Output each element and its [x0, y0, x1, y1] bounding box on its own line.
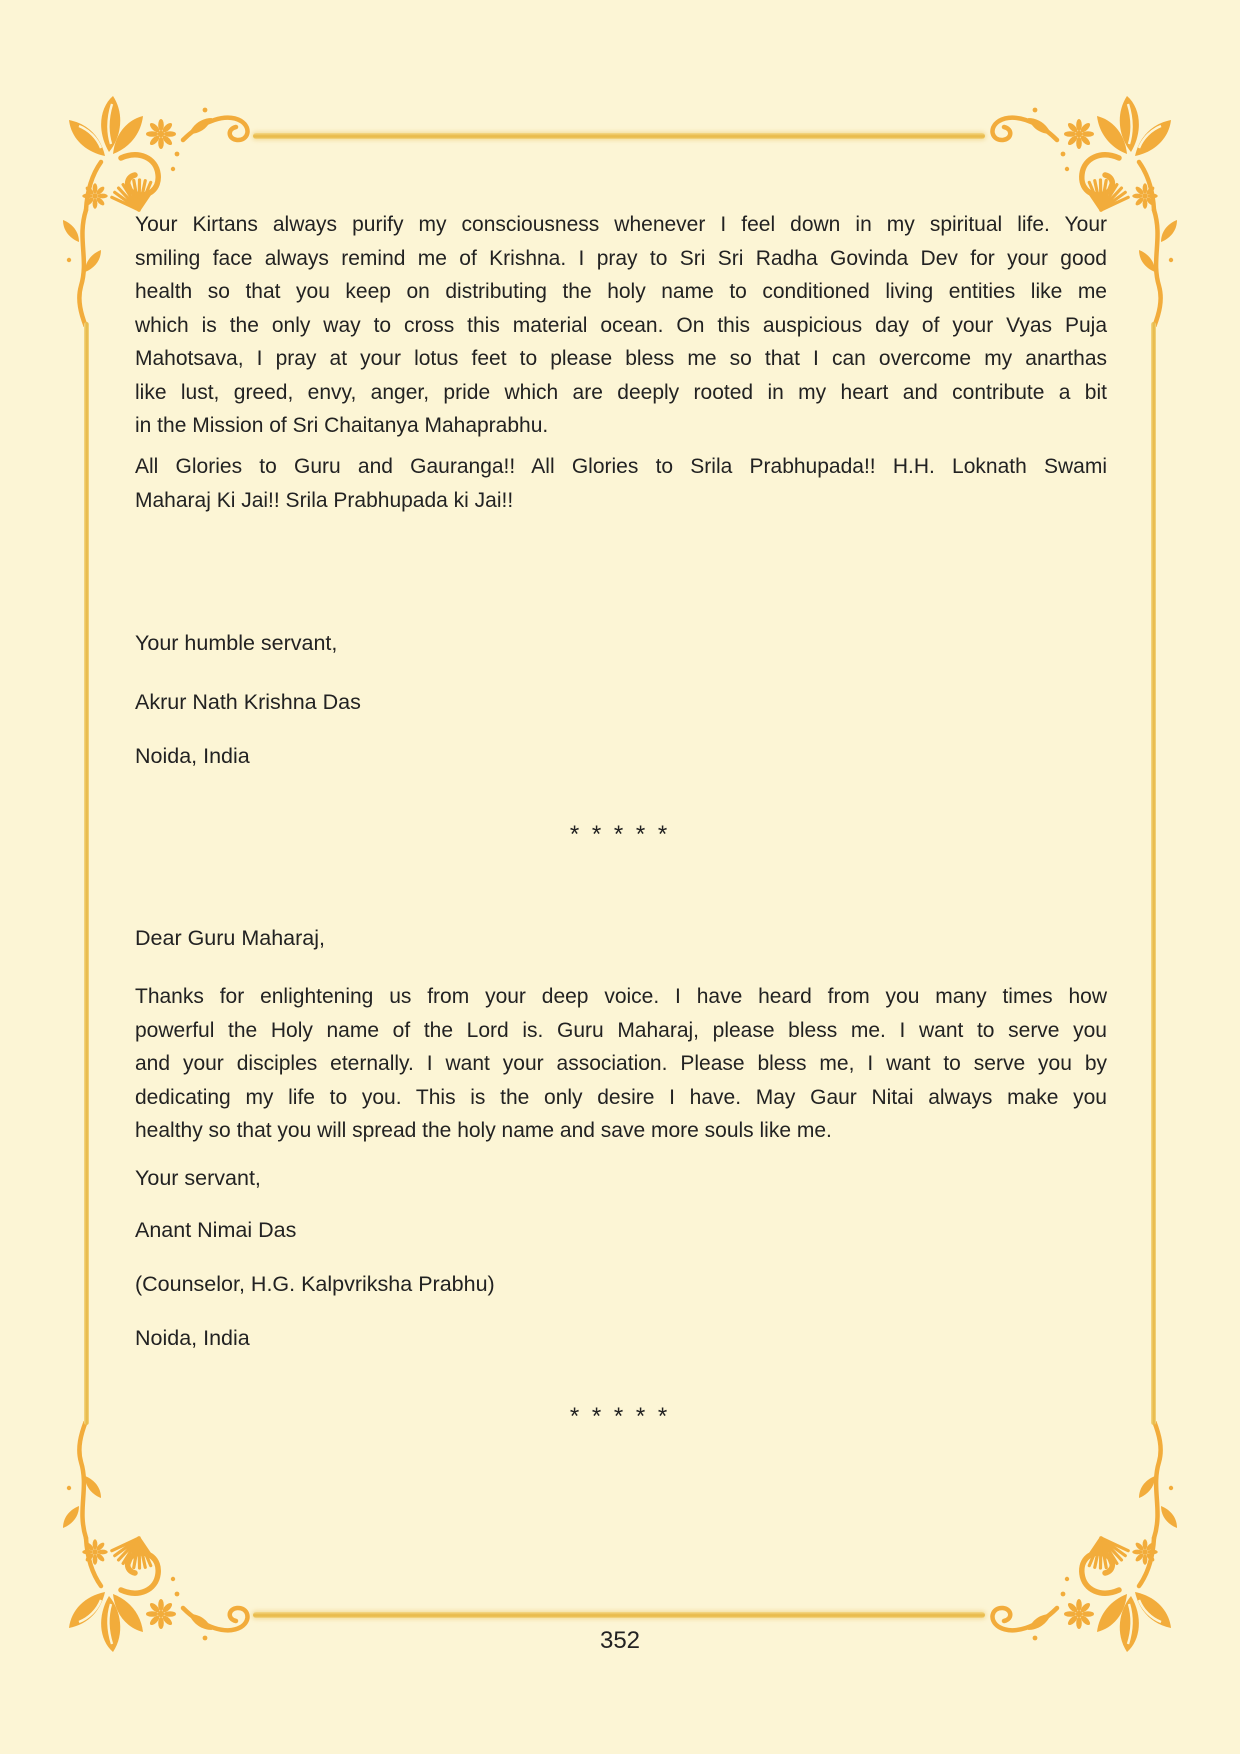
letter1-location: Noida, India [135, 744, 250, 768]
page-number: 352 [599, 1627, 641, 1654]
letter2-role: (Counselor, H.G. Kalpvriksha Prabhu) [135, 1272, 495, 1296]
top-border-rule [253, 133, 985, 139]
letter1-body-paragraph: Your Kirtans always purify my consciousness whenever I feel down in my spiritual life. Your smiling face always remind me of Krishna. I pray to Sri Sri Radha Govinda Dev for your good health so that you keep on distributing the holy name to conditioned living entities like me which is the only way to cross this material ocean. On this auspicious day of your Vyas Puja Mahotsava, I pray at your lotus feet to please bless me so that I can overcome my anarthas like lust, greed, envy, anger, pride which are deeply rooted in my heart and contribute a bit in the Mission of Sri Chaitanya Mahaprabhu. [135, 213, 1107, 437]
bottom-border-rule [253, 1612, 985, 1618]
section-separator-2: * * * * * [569, 1403, 671, 1430]
letter2-salutation: Dear Guru Maharaj, [135, 926, 325, 950]
letter1-signatory: Akrur Nath Krishna Das [135, 690, 361, 714]
letter1-closing: Your humble servant, [135, 631, 338, 655]
letter2-location: Noida, India [135, 1326, 250, 1350]
letter1-glories-paragraph: All Glories to Guru and Gauranga!! All Glories to Srila Prabhupada!! H.H. Loknath Swami Maharaj Ki Jai!! Srila Prabhupada ki Jai!! [135, 455, 1107, 512]
letter2-body-paragraph: Thanks for enlightening us from your deep voice. I have heard from you many times how powerful the Holy name of the Lord is. Guru Maharaj, please bless me. I want to serve you and your disciples eternally. I want your association. Please bless me, I want to serve you by dedicating my life to you. This is the only desire I have. May Gaur Nitai always make you healthy so that you will spread the holy name and save more souls like me. [135, 985, 1107, 1142]
letter2-signatory: Anant Nimai Das [135, 1218, 297, 1242]
letter2-closing: Your servant, [135, 1166, 261, 1190]
corner-ornament-bottom-left [55, 1421, 255, 1656]
left-border-rule [84, 322, 89, 1425]
corner-ornament-bottom-right [985, 1421, 1185, 1656]
right-border-rule [1151, 322, 1156, 1425]
section-separator-1: * * * * * [569, 821, 671, 848]
